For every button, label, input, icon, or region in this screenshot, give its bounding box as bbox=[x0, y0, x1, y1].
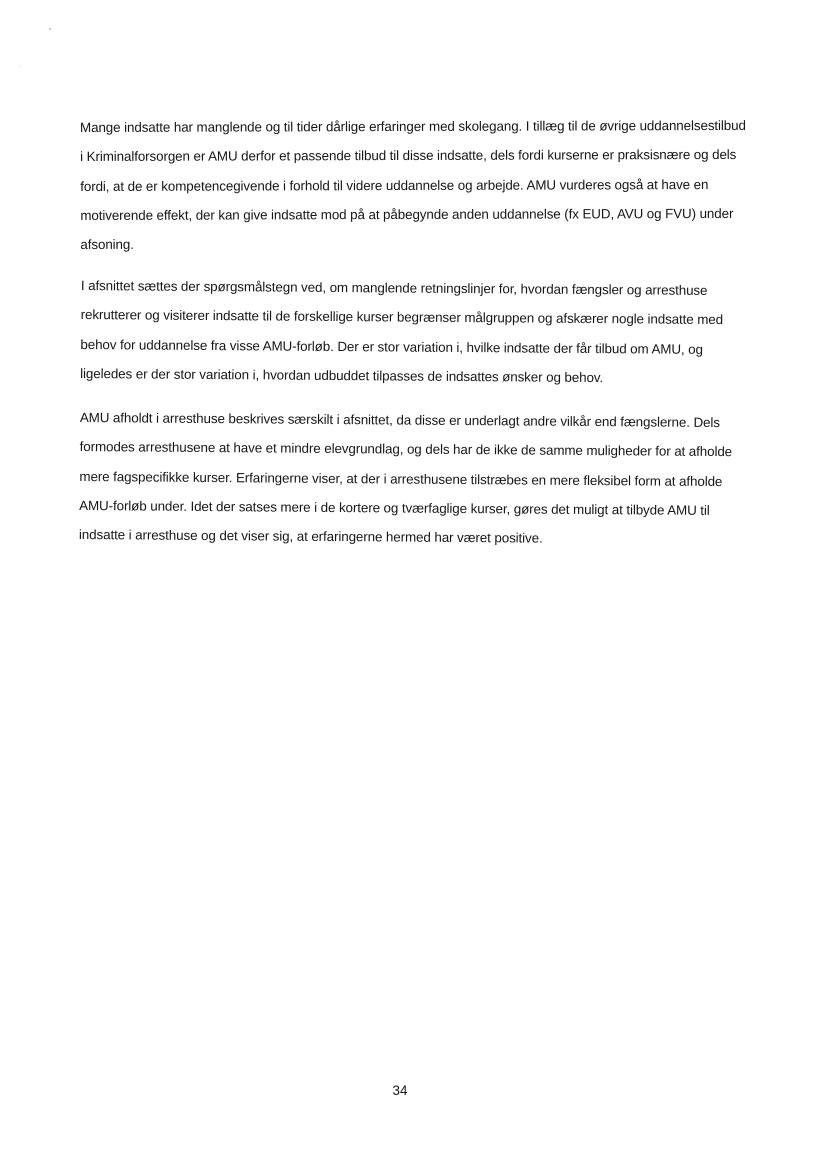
scan-speck bbox=[20, 66, 21, 67]
paragraph-3: AMU afholdt i arresthuse beskrives særskilt i afsnittet, da disse er underlagt andre vilkår end fængslerne. Dels formodes arresthusene at have et mindre elevgrundlag, og dels har de ikke de samme muligheder for at afholde mere fagspecifikke kurser. Erfaringerne viser, at der i arresthusene tilstræbes en mere fleksibel form at afholde AMU-forløb under. Idet der satses mere i de kortere og tværfaglige kurser, gøres det muligt at tilbyde AMU til indsatte i arresthuse og det viser sig, at erfaringerne hermed har været positive. bbox=[78, 409, 733, 546]
body-text bbox=[80, 113, 752, 561]
paragraph-2: I afsnittet sættes der spørgsmålstegn ved, om manglende retningslinjer for, hvordan fængsler og arresthuse rekrutterer og visiterer indsatte til de forskellige kurser begrænser målgruppen og afskærer nogle indsatte med behov for uddannelse fra visse AMU-forløb. Der er stor variation i, hvilke indsatte der får tilbud om AMU, og ligeledes er der stor variation i, hvordan udbuddet tilpasses de indsattes ønsker og behov. bbox=[80, 278, 724, 386]
scan-speck bbox=[49, 28, 51, 30]
paragraph-1: Mange indsatte har manglende og til tider dårlige erfaringer med skolegang. I tillæg til de øvrige uddannelsestilbud i Kriminalforsorgen er AMU derfor et passende tilbud til disse indsatte, dels fordi kurserne er praksisnære og dels fordi, at de er kompetencegivende i forhold til videre uddannelse og arbejde. AMU vurderes også at have en motiverende effekt, der kan give indsatte mod på at påbegynde anden uddannelse (fx EUD, AVU og FVU) under afsoning. bbox=[80, 117, 746, 253]
page-number: 34 bbox=[392, 1083, 408, 1098]
